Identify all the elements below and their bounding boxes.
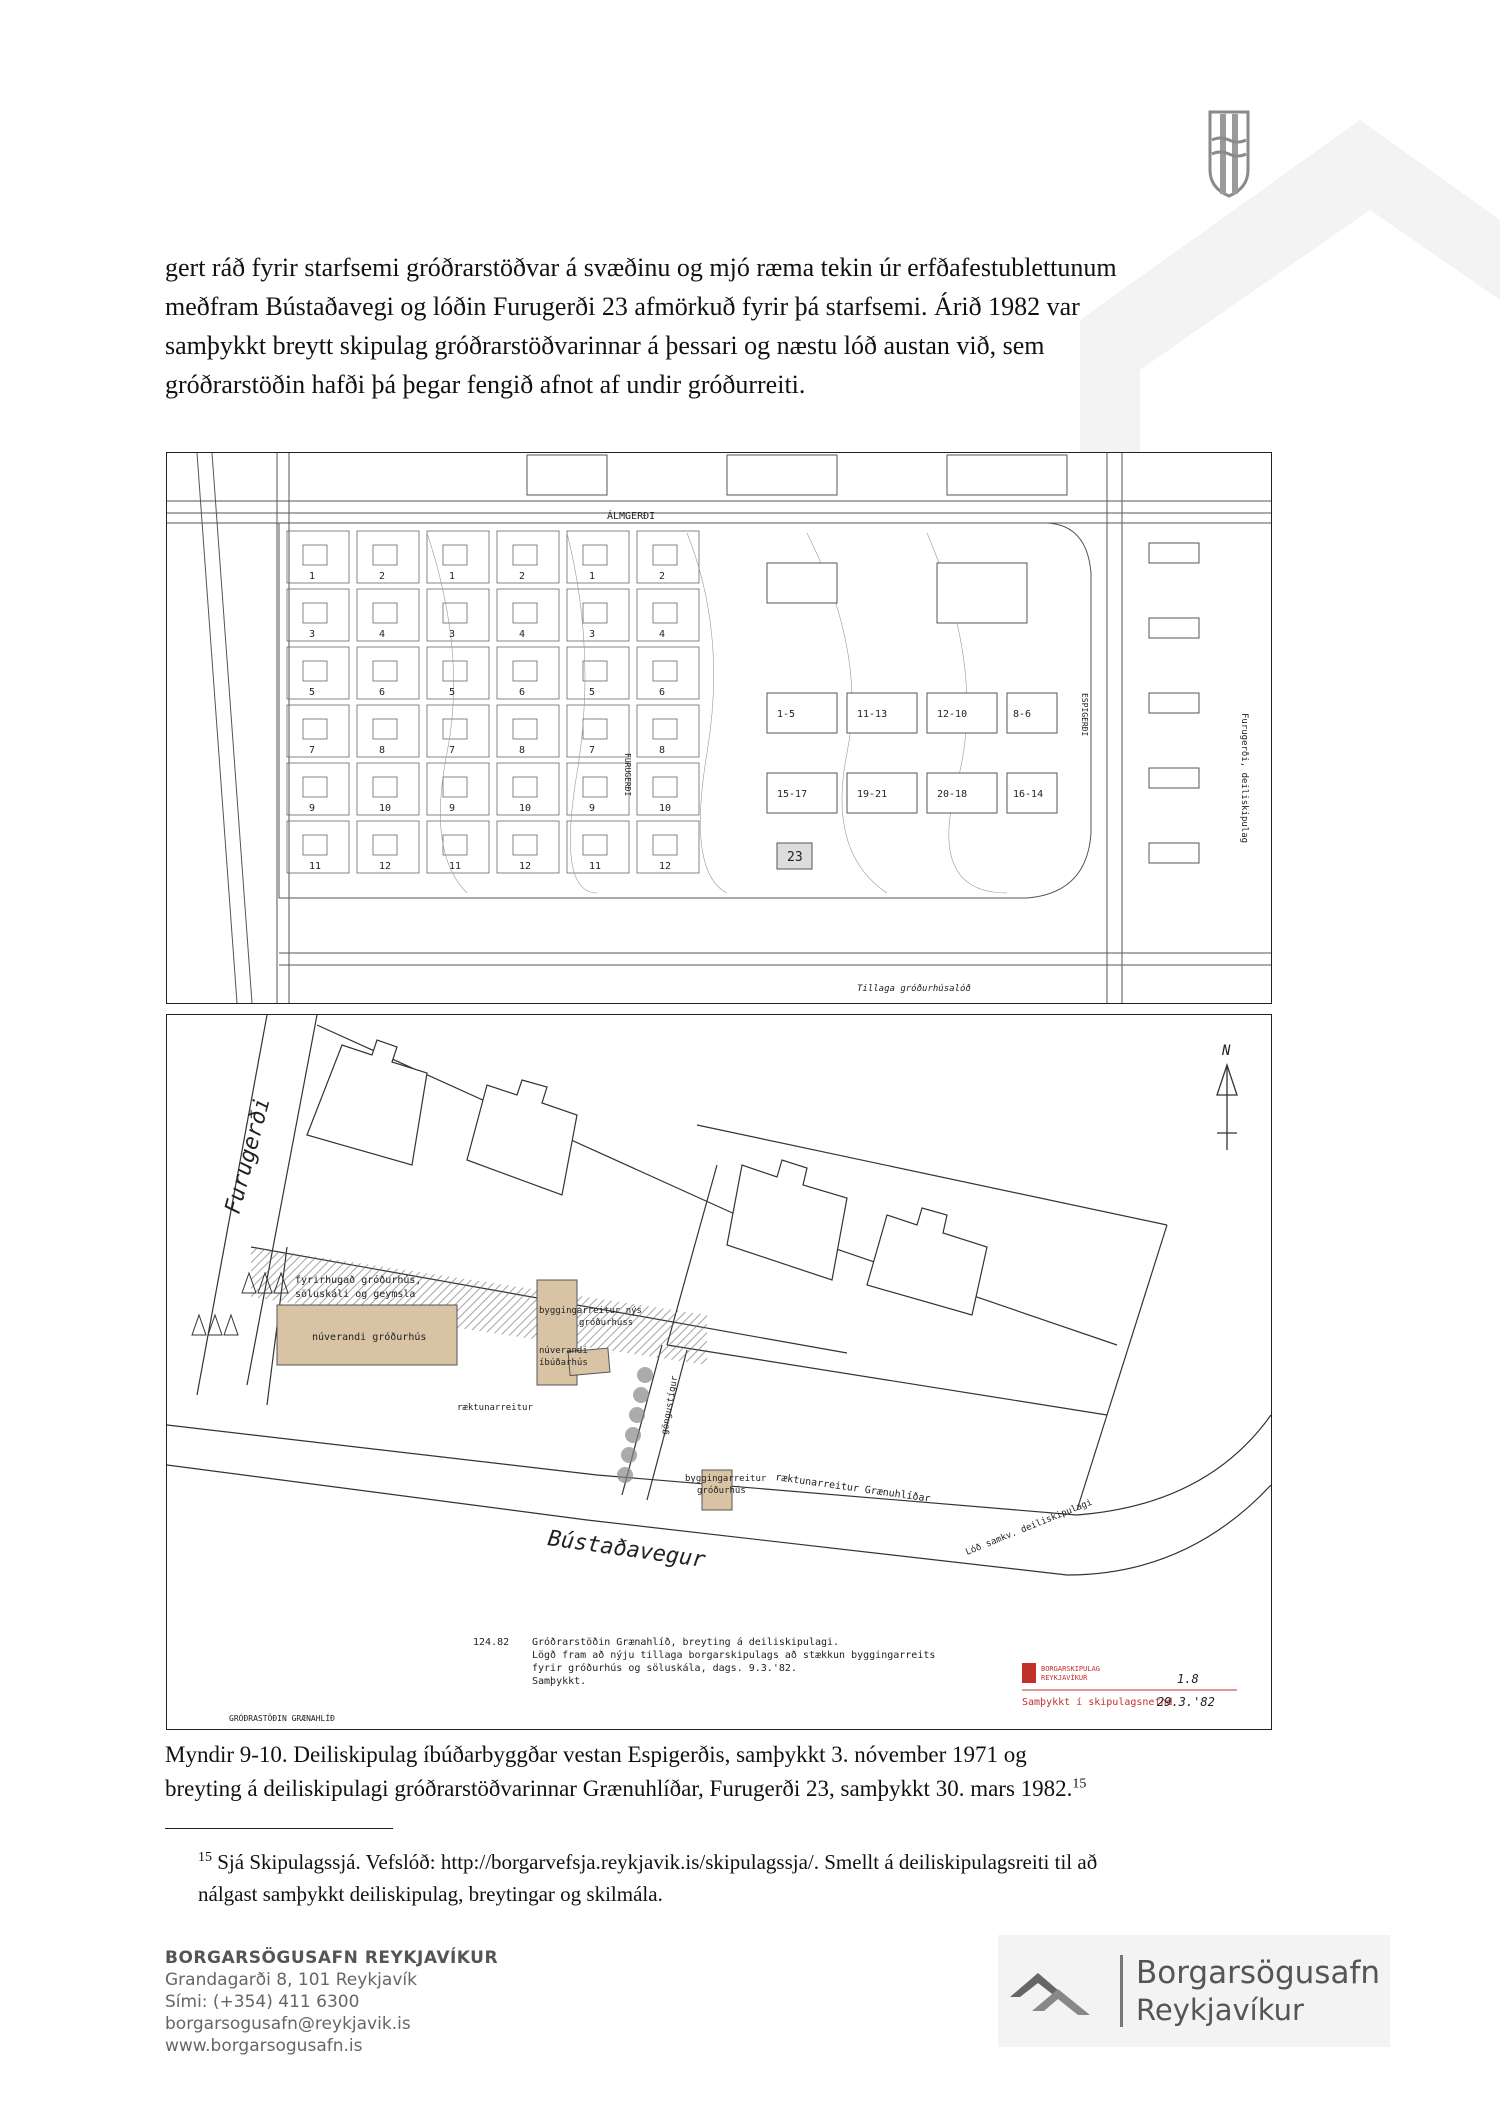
lot-number: 7 — [589, 745, 596, 756]
lot-plot — [427, 763, 489, 815]
lot-number: 1 — [449, 571, 456, 582]
lot-plot — [637, 531, 699, 583]
house-footprint — [373, 777, 397, 797]
house-footprint — [443, 719, 467, 739]
house-footprint — [303, 545, 327, 565]
lot-number: 7 — [449, 745, 456, 756]
lot-number: 12 — [519, 861, 532, 872]
lot-plot — [287, 531, 349, 583]
lot-label-right: 12-10 — [937, 709, 968, 720]
lot-plot — [357, 531, 419, 583]
house-footprint — [443, 835, 467, 855]
lot-plot — [427, 531, 489, 583]
house-footprint — [653, 603, 677, 623]
lot-number: 6 — [519, 687, 526, 698]
map-bottom-title: GRÓÐRASTÖÐIN GRÆNAHLÍÐ — [229, 1714, 335, 1723]
house-footprint — [373, 603, 397, 623]
figure-caption — [165, 1738, 1315, 1806]
house-footprint — [653, 545, 677, 565]
paragraph-line: gróðrarstöðin hafði þá þegar fengið afnot af undir gróðurreiti. — [165, 370, 806, 399]
body-paragraph — [165, 248, 1285, 404]
lot-number: 2 — [519, 571, 526, 582]
lot-plot — [357, 705, 419, 757]
lot-number: 4 — [659, 629, 666, 640]
footnote — [198, 1846, 1298, 1910]
reykjavik-crest-icon — [1208, 110, 1250, 198]
street-label-espigerdi: ESPIGERÐI — [1080, 693, 1089, 737]
stamp-line: Lögð fram að nýju tillaga borgarskipulags að stækkun byggingarreits — [532, 1650, 936, 1661]
lot-number: 1 — [589, 571, 596, 582]
lot-plot — [497, 589, 559, 641]
footnote-line: nálgast samþykkt deiliskipulag, breytingar og skilmála. — [198, 1882, 663, 1906]
house-footprint — [583, 719, 607, 739]
logo-line-1: Borgarsögusafn — [1136, 1955, 1381, 1991]
borgarsogusafn-logo — [998, 1935, 1390, 2047]
lot-number: 12 — [659, 861, 672, 872]
footer-address: Grandagarði 8, 101 Reykjavík — [165, 1970, 417, 1990]
lot-number: 3 — [449, 629, 456, 640]
footnote-divider — [165, 1828, 393, 1829]
footer-phone: Sími: (+354) 411 6300 — [165, 1992, 360, 2012]
street-label-bustadavegur: Bústaðavegur — [546, 1526, 708, 1574]
lot-number: 9 — [449, 803, 456, 814]
street-label-top: ÁLMGERÐI — [607, 511, 656, 522]
footer-contact — [165, 1947, 498, 2057]
stamp-line: fyrir gróðurhús og söluskála, dags. 9.3.'82. — [532, 1663, 797, 1674]
lot-plot — [637, 647, 699, 699]
caption-text: breyting á deiliskipulagi gróðrarstöðvarinnar Grænuhlíðar, Furugerði 23, samþykkt 30. mars 1982. — [165, 1776, 1073, 1801]
lot-number: 9 — [309, 803, 316, 814]
house-footprint — [303, 719, 327, 739]
logo-line-2: Reykjavíkur — [1136, 1993, 1304, 2027]
lot-plot — [287, 705, 349, 757]
lot-number: 10 — [659, 803, 672, 814]
logo-chevron-icon — [1010, 1963, 1090, 2019]
lot-plot — [567, 763, 629, 815]
lot-number: 3 — [309, 629, 316, 640]
label-cultivation-graenuhlidar: ræktunarreitur Grænuhlíðar — [774, 1472, 932, 1505]
house-footprint — [513, 661, 537, 681]
lot-number: 8 — [519, 745, 526, 756]
lot-plot — [567, 647, 629, 699]
house-footprint — [443, 777, 467, 797]
zoning-amendment-map-1982 — [166, 1014, 1272, 1730]
lot-plot — [287, 647, 349, 699]
house-footprint — [303, 777, 327, 797]
lot-plot — [497, 647, 559, 699]
lot-label-right: 15-17 — [777, 789, 808, 800]
house-footprint — [513, 835, 537, 855]
house-footprint — [653, 835, 677, 855]
house-footprint — [303, 661, 327, 681]
lot-label-right: 8-6 — [1013, 709, 1032, 720]
lot-number: 7 — [309, 745, 316, 756]
house-footprint — [583, 661, 607, 681]
lot-plot — [637, 589, 699, 641]
house-footprint — [373, 545, 397, 565]
house-footprint — [583, 835, 607, 855]
house-footprint — [303, 835, 327, 855]
footer-org: BORGARSÖGUSAFN REYKJAVÍKUR — [165, 1948, 499, 1968]
lot-number: 6 — [379, 687, 386, 698]
footnote-number: 15 — [198, 1850, 212, 1865]
approval-text: Samþykkt í skipulagsnefnd — [1022, 1697, 1173, 1708]
lot-number: 10 — [379, 803, 392, 814]
lot-number: 5 — [589, 687, 596, 698]
house-footprint — [303, 603, 327, 623]
label-path: göngustígur — [660, 1375, 681, 1436]
north-label: N — [1222, 1043, 1231, 1059]
lot-number: 11 — [449, 861, 462, 872]
lot-number: 5 — [309, 687, 316, 698]
label-building-area: gróðurhúss — [579, 1318, 634, 1328]
lot-plot — [567, 589, 629, 641]
house-footprint — [513, 545, 537, 565]
lot-number: 9 — [589, 803, 596, 814]
label-building-area-2: byggingarreitur — [685, 1474, 767, 1484]
footer-web[interactable]: www.borgarsogusafn.is — [165, 2036, 363, 2056]
house-footprint — [443, 545, 467, 565]
approval-org: REYKJAVÍKUR — [1041, 1674, 1088, 1682]
lot-plot — [357, 589, 419, 641]
lot-number: 2 — [379, 571, 386, 582]
caption-line: Myndir 9-10. Deiliskipulag íbúðarbyggðar vestan Espigerðis, samþykkt 3. nóvember 1971 og — [165, 1742, 1027, 1767]
house-footprint — [443, 661, 467, 681]
street-label-furugerdi: FURUGERÐI — [623, 753, 632, 797]
house-footprint — [583, 545, 607, 565]
lot-plot — [427, 705, 489, 757]
footnote-line — [198, 1846, 1298, 1878]
house-footprint — [513, 603, 537, 623]
lot-plot — [357, 647, 419, 699]
lot-plot — [287, 589, 349, 641]
lot-plot — [497, 705, 559, 757]
lot-label-right: 16-14 — [1013, 789, 1044, 800]
approval-org: BORGARSKIPULAG — [1041, 1665, 1101, 1673]
label-existing-house: núverandi — [539, 1346, 588, 1356]
footnote-text: Sjá Skipulagssjá. Vefslóð: http://borgarvefsja.reykjavik.is/skipulagssja/. Smellt á deiliskipulagsreiti til að — [212, 1850, 1098, 1874]
lot-label-right: 1-5 — [777, 709, 796, 720]
lot-number: 8 — [659, 745, 666, 756]
caption-line — [165, 1772, 1315, 1806]
lot-number: 5 — [449, 687, 456, 698]
label-building-area: byggingarreitur nýs — [539, 1306, 642, 1316]
lot-label-right: 11-13 — [857, 709, 888, 720]
approval-date: 29.3.'82 — [1157, 1695, 1215, 1709]
lot-label-right: 20-18 — [937, 789, 968, 800]
label-planned-greenhouse: fyrirhugað gróðurhús, — [295, 1275, 422, 1286]
house-footprint — [373, 719, 397, 739]
lot-number: 10 — [519, 803, 532, 814]
lot-number: 11 — [589, 861, 602, 872]
lot-number: 3 — [589, 629, 596, 640]
paragraph-line: gert ráð fyrir starfsemi gróðrarstöðvar á svæðinu og mjó ræma tekin úr erfðafestublettunum — [165, 253, 1117, 282]
stamp-line: Gróðrarstöðin Grænahlíð, breyting á deiliskipulagi. — [532, 1637, 840, 1648]
label-planned-greenhouse: söluskáli og geymsla — [295, 1289, 416, 1300]
label-existing-house: íbúðarhús — [539, 1358, 588, 1368]
lot-number: 6 — [659, 687, 666, 698]
house-footprint — [373, 835, 397, 855]
approval-number: 1.8 — [1177, 1672, 1199, 1686]
logo-divider — [1120, 1955, 1123, 2027]
lot-plot — [287, 763, 349, 815]
lot-plot — [427, 589, 489, 641]
approval-stamp — [1022, 1663, 1237, 1709]
lot-plot — [427, 647, 489, 699]
street-label-furugerdi: Furugerði — [220, 1094, 276, 1217]
paragraph-line: samþykkt breytt skipulag gróðrarstöðvarinnar á þessari og næstu lóð austan við, sem — [165, 331, 1045, 360]
footnote-reference[interactable]: 15 — [1072, 1776, 1087, 1792]
lot-number: 2 — [659, 571, 666, 582]
house-footprint — [653, 661, 677, 681]
stamp-line: Samþykkt. — [532, 1676, 587, 1687]
stamp-number: 124.82 — [473, 1637, 510, 1648]
label-existing-greenhouse: núverandi gróðurhús — [312, 1332, 427, 1343]
lot-label-right: 19-21 — [857, 789, 888, 800]
house-footprint — [513, 777, 537, 797]
lot-number: 12 — [379, 861, 392, 872]
lot-plot — [567, 705, 629, 757]
label-cultivation: ræktunarreitur — [457, 1403, 533, 1413]
house-footprint — [373, 661, 397, 681]
lot-plot — [497, 531, 559, 583]
footer-email[interactable]: borgarsogusafn@reykjavik.is — [165, 2014, 411, 2034]
map-signature: Tillaga gróðurhúsalóð — [857, 984, 971, 994]
house-footprint — [653, 777, 677, 797]
zoning-plan-map-1971 — [166, 452, 1272, 1004]
label-building-area-2: gróðurhús — [697, 1486, 746, 1496]
house-footprint — [443, 603, 467, 623]
lot-23-label: 23 — [787, 850, 803, 865]
paragraph-line: meðfram Bústaðavegi og lóðin Furugerði 23 afmörkuð fyrir þá starfsemi. Árið 1982 var — [165, 292, 1080, 321]
lot-number: 8 — [379, 745, 386, 756]
lot-number: 4 — [519, 629, 526, 640]
house-footprint — [513, 719, 537, 739]
lot-number: 4 — [379, 629, 386, 640]
house-footprint — [583, 603, 607, 623]
lot-number: 1 — [309, 571, 316, 582]
house-footprint — [583, 777, 607, 797]
house-footprint — [653, 719, 677, 739]
lot-number: 11 — [309, 861, 322, 872]
label-lot-per-plan: Lóð samkv. deiliskipulagi — [964, 1497, 1094, 1558]
map-side-title: Furugerði, deiliskipulag — [1239, 713, 1249, 844]
lot-plot — [637, 705, 699, 757]
